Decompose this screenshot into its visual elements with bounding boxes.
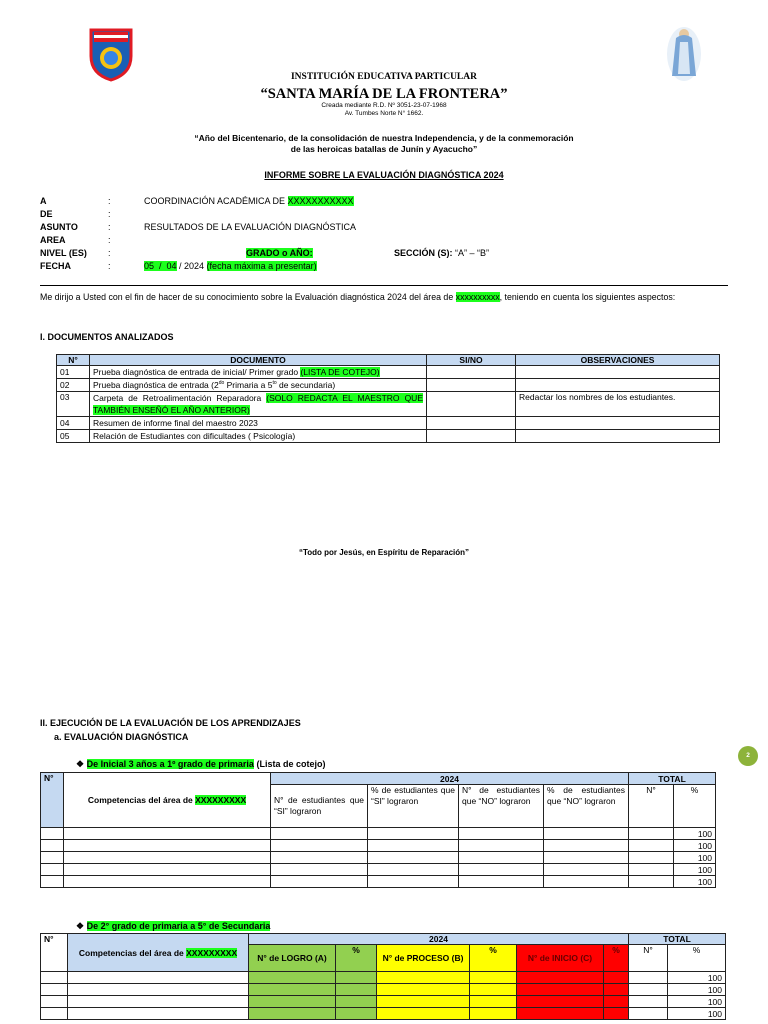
row-document-text: Prueba diagnóstica de entrada (2 [93, 380, 219, 390]
diamond-bullet-icon: ❖ [76, 759, 85, 769]
total-pct-cell: 100 [674, 852, 716, 864]
cell [544, 864, 629, 876]
page-number-badge: 2 [738, 746, 758, 766]
intro-text-2: , teniendo en cuenta los siguientes aspectos: [499, 292, 676, 302]
footer-motto: “Todo por Jesús, en Espíritu de Reparación” [298, 548, 470, 557]
cell [377, 1008, 470, 1020]
cell [470, 996, 517, 1008]
total-pct-cell: 100 [674, 876, 716, 888]
table-a-comp-highlight: XXXXXXXXX [195, 795, 247, 805]
institution-name: “SANTA MARÍA DE LA FRONTERA” [260, 86, 508, 102]
cell [604, 1008, 629, 1020]
cell [470, 984, 517, 996]
cell [629, 984, 668, 996]
cell [470, 1008, 517, 1020]
cell [377, 972, 470, 984]
row-si-no [427, 417, 516, 430]
institution-address: Av. Tumbes Norte N° 1662. [344, 110, 424, 117]
table-row [41, 852, 716, 864]
memo-nivel-sep: : [108, 248, 111, 258]
row-si-no [427, 366, 516, 379]
row-document: Resumen de informe final del maestro 2023 [90, 417, 427, 430]
cell [470, 972, 517, 984]
cell [459, 840, 544, 852]
cell [459, 864, 544, 876]
memo-seccion-value: “A” – “B” [452, 248, 490, 258]
documents-table [56, 354, 720, 443]
cell [68, 972, 249, 984]
row-document [90, 379, 427, 392]
table-b-inicio: N° de INICIO (C) [517, 945, 604, 972]
header-documento: DOCUMENTO [90, 355, 427, 366]
cell [68, 1008, 249, 1020]
memo-a-sep: : [108, 196, 111, 206]
cell [64, 840, 271, 852]
cell [41, 996, 68, 1008]
cell [336, 996, 377, 1008]
cell [271, 840, 368, 852]
memo-asunto-label: ASUNTO [40, 222, 78, 232]
cell [336, 984, 377, 996]
cell [544, 840, 629, 852]
table-row [41, 828, 716, 840]
cell [459, 876, 544, 888]
table-b-logro-pct: % [336, 945, 377, 972]
cell [629, 876, 674, 888]
cell [336, 1008, 377, 1020]
total-pct-cell: 100 [674, 840, 716, 852]
header-si-no: SI/NO [427, 355, 516, 366]
cell [368, 840, 459, 852]
table-a-comp-label: Competencias del área de [87, 795, 196, 805]
row-document-sup: do [218, 380, 225, 387]
cell [249, 1008, 336, 1020]
table-row [41, 876, 716, 888]
cell [544, 828, 629, 840]
institution-type: INSTITUCIÓN EDUCATIVA PARTICULAR [290, 72, 477, 82]
cell [41, 876, 64, 888]
table-row [41, 840, 716, 852]
table-row [41, 864, 716, 876]
header-observaciones: OBSERVACIONES [516, 355, 720, 366]
intro-highlight: xxxxxxxxxx [455, 292, 500, 302]
table-b-total: TOTAL [629, 934, 726, 945]
total-pct-cell: 100 [674, 828, 716, 840]
memo-de-sep: : [108, 209, 111, 219]
cell [249, 996, 336, 1008]
cell [41, 840, 64, 852]
cell [41, 1008, 68, 1020]
cell [336, 972, 377, 984]
row-number: 04 [57, 417, 90, 430]
row-document-highlight: (SOLO REDACTA EL MAESTRO QUE TAMBIÉN ENSEÑÓ EL AÑO ANTERIOR) [93, 393, 423, 415]
table-b-caption [76, 921, 270, 932]
row-si-no [427, 430, 516, 443]
documents-table-header [57, 355, 720, 366]
memo-seccion [394, 248, 489, 258]
evaluation-table-b [40, 933, 726, 1020]
cell [604, 984, 629, 996]
cell [41, 828, 64, 840]
row-document [90, 392, 427, 417]
row-observation [516, 366, 720, 379]
table-b-inicio-pct: % [604, 945, 629, 972]
total-pct-cell: 100 [668, 1008, 726, 1020]
total-pct-cell: 100 [668, 984, 726, 996]
table-a-year: 2024 [271, 773, 629, 785]
cell [41, 972, 68, 984]
section2-title: II. EJECUCIÓN DE LA EVALUACIÓN DE LOS APRENDIZAJES [40, 718, 301, 728]
report-title: INFORME SOBRE LA EVALUACIÓN DIAGNÓSTICA 2024 [264, 170, 504, 180]
section2-subtitle: a. EVALUACIÓN DIAGNÓSTICA [54, 732, 189, 742]
row-observation: Redactar los nombres de los estudiantes. [516, 392, 720, 417]
row-document-text: de secundaria) [276, 380, 336, 390]
memo-fecha-sep: : [108, 261, 111, 271]
cell [368, 828, 459, 840]
cell [629, 972, 668, 984]
cell [629, 996, 668, 1008]
row-document: Relación de Estudiantes con dificultades ( Psicología) [90, 430, 427, 443]
row-number: 02 [57, 379, 90, 392]
table-b-total-pct: % [668, 945, 726, 972]
table-b-header-row [41, 934, 726, 945]
intro-paragraph [40, 291, 728, 303]
memo-a-text: COORDINACIÓN ACADÉMICA DE [144, 196, 288, 206]
memo-fecha-note: (fecha máxima a presentar) [206, 261, 317, 271]
cell [544, 852, 629, 864]
row-si-no [427, 379, 516, 392]
memo-fecha-value [144, 261, 317, 271]
row-observation [516, 430, 720, 443]
table-a-total-pct: % [674, 785, 716, 828]
cell [68, 984, 249, 996]
cell [249, 984, 336, 996]
table-b-proceso: N° de PROCESO (B) [377, 945, 470, 972]
table-row [41, 972, 726, 984]
creation-resolution: Creada mediante R.D. Nº 3051-23-07-1968 [321, 102, 447, 109]
memo-seccion-label: SECCIÓN (S): [394, 248, 453, 258]
memo-asunto-value: RESULTADOS DE LA EVALUACIÓN DIAGNÓSTICA [144, 222, 357, 232]
memo-nivel-label: NIVEL (ES) [40, 248, 87, 258]
table-b-comp-highlight: XXXXXXXXX [186, 947, 238, 958]
table-a-sub-4: % de estudiantes que “NO” lograron [544, 785, 629, 828]
row-observation [516, 379, 720, 392]
cell [368, 864, 459, 876]
cell [41, 984, 68, 996]
cell [368, 876, 459, 888]
intro-text-1: Me dirijo a Usted con el fin de hacer de su conocimiento sobre la Evaluación diagnóstica 2024 del área de [40, 292, 456, 302]
memo-fecha-year: / 2024 [176, 261, 207, 271]
row-document [90, 366, 427, 379]
table-row [57, 417, 720, 430]
cell [271, 876, 368, 888]
memo-area-sep: : [108, 235, 111, 245]
table-row [41, 984, 726, 996]
cell [64, 828, 271, 840]
cell [64, 876, 271, 888]
table-row [57, 379, 720, 392]
table-b-caption-highlight: De 2° grado de primaria a 5° de Secundaria [86, 921, 271, 931]
table-a-caption-rest: (Lista de cotejo) [253, 759, 326, 769]
table-a-caption [76, 759, 325, 770]
cell [604, 972, 629, 984]
cell [249, 972, 336, 984]
table-a-sub-3: N° de estudiantes que “NO” lograron [459, 785, 544, 828]
table-row [57, 430, 720, 443]
table-a-caption-highlight: De Inicial 3 años a 1º grado de primaria [86, 759, 254, 769]
total-pct-cell: 100 [674, 864, 716, 876]
row-observation [516, 417, 720, 430]
table-row [57, 392, 720, 417]
table-b-proceso-pct: % [470, 945, 517, 972]
cell [629, 864, 674, 876]
memo-de-label: DE [40, 209, 53, 219]
cell [377, 996, 470, 1008]
table-b-competencias [68, 934, 249, 972]
row-document-text: Prueba diagnóstica de entrada de inicial/ Primer grado [93, 367, 301, 377]
cell [459, 828, 544, 840]
cell [629, 828, 674, 840]
cell [271, 828, 368, 840]
table-row [41, 1008, 726, 1020]
table-b-col-n: N° [41, 934, 68, 972]
table-a-competencias [64, 773, 271, 828]
header-n: N° [57, 355, 90, 366]
memo-fecha-label: FECHA [40, 261, 71, 271]
cell [517, 984, 604, 996]
cell [271, 864, 368, 876]
cell [517, 972, 604, 984]
row-number: 05 [57, 430, 90, 443]
table-a-header-row [41, 773, 716, 785]
table-row [57, 366, 720, 379]
cell [629, 1008, 668, 1020]
cell [64, 864, 271, 876]
cell [604, 996, 629, 1008]
cell [544, 876, 629, 888]
cell [271, 852, 368, 864]
table-b-comp-label: Competencias del área de [78, 947, 187, 958]
cell [41, 864, 64, 876]
row-si-no [427, 392, 516, 417]
table-a-sub-2: % de estudiantes que “SI” lograron [368, 785, 459, 828]
cell [517, 996, 604, 1008]
memo-grado-label: GRADO o AÑO: [246, 248, 313, 258]
memo-fecha-day: 05 / 04 [144, 261, 177, 271]
cell [517, 1008, 604, 1020]
year-motto-line2: de las heroicas batallas de Junín y Ayacucho” [290, 144, 478, 154]
table-a-total-n: N° [629, 785, 674, 828]
table-a-total: TOTAL [629, 773, 716, 785]
cell [629, 840, 674, 852]
row-number: 01 [57, 366, 90, 379]
memo-a-highlight: XXXXXXXXXXX [287, 196, 354, 206]
total-pct-cell: 100 [668, 996, 726, 1008]
table-b-year: 2024 [249, 934, 629, 945]
table-b-total-n: N° [629, 945, 668, 972]
memo-asunto-sep: : [108, 222, 111, 232]
cell [68, 996, 249, 1008]
cell [629, 852, 674, 864]
cell [377, 984, 470, 996]
row-document-highlight: (LISTA DE COTEJO) [300, 367, 380, 377]
table-b-logro: N° de LOGRO (A) [249, 945, 336, 972]
total-pct-cell: 100 [668, 972, 726, 984]
row-number: 03 [57, 392, 90, 417]
memo-divider [40, 285, 728, 286]
table-row [41, 996, 726, 1008]
cell [459, 852, 544, 864]
table-a-col-n: N° [41, 773, 64, 828]
row-document-text: Primaria a 5 [224, 380, 273, 390]
table-a-sub-1: N° de estudiantes que “SI” lograron [271, 785, 368, 828]
memo-a-value [144, 196, 354, 206]
cell [41, 852, 64, 864]
memo-a-label: A [40, 196, 47, 206]
evaluation-table-a [40, 772, 716, 888]
diamond-bullet-icon: ❖ [76, 921, 85, 931]
row-document-sup: to [272, 380, 277, 387]
memo-area-label: AREA [40, 235, 66, 245]
year-motto-line1: “Año del Bicentenario, de la consolidación de nuestra Independencia, y de la conmemoración [194, 133, 574, 143]
cell [64, 852, 271, 864]
row-document-text: Carpeta de Retroalimentación Reparadora [93, 393, 267, 403]
section1-title: I. DOCUMENTOS ANALIZADOS [40, 332, 174, 342]
cell [368, 852, 459, 864]
